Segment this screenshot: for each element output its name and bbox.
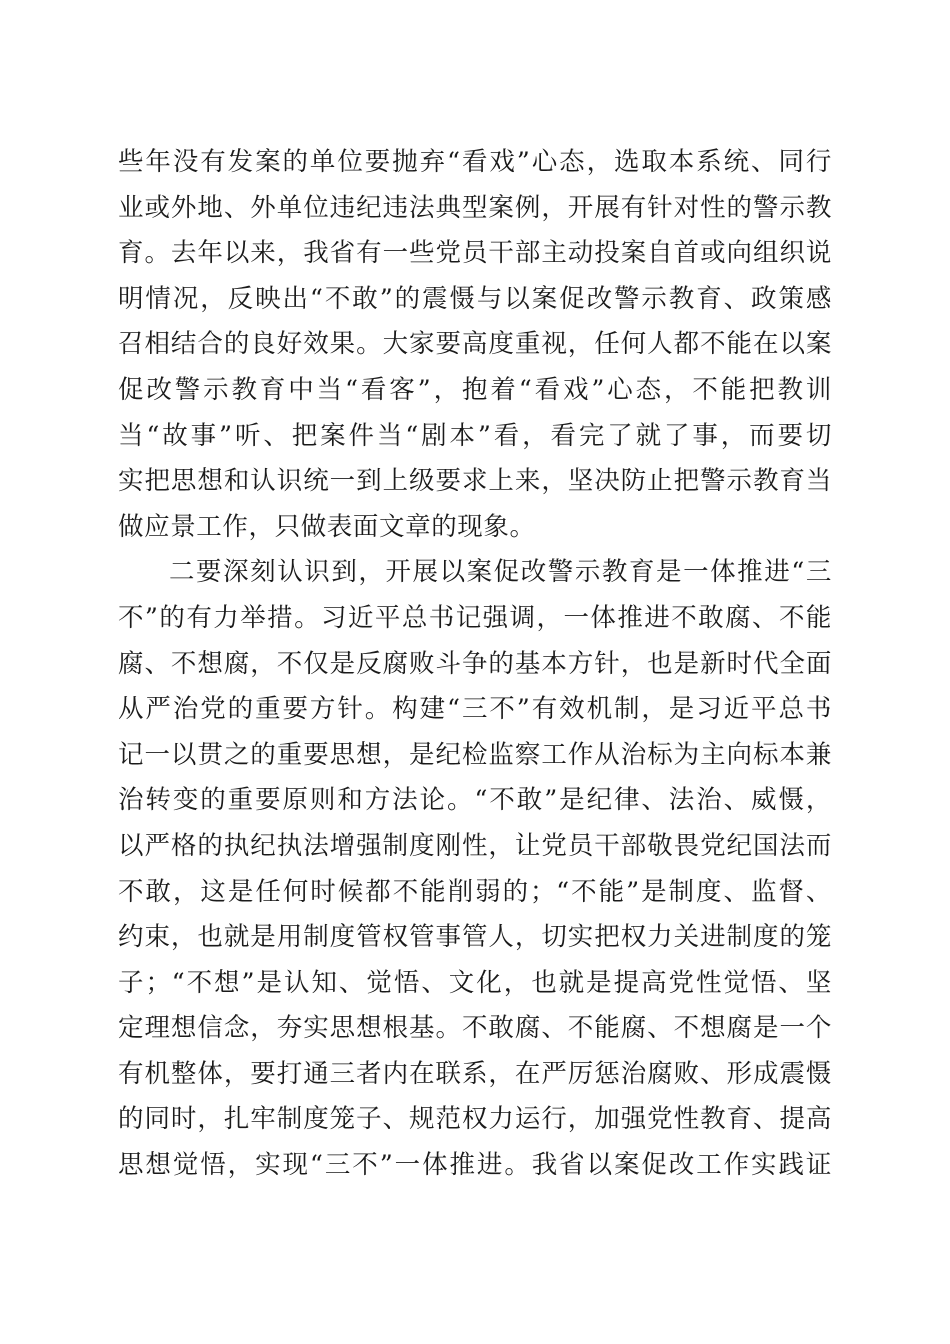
text-line: 促改警示教育中当“看客”，抱着“看戏”心态，不能把教训 — [118, 374, 832, 405]
text-line: 不敢，这是任何时候都不能削弱的；“不能”是制度、监督、 — [118, 876, 832, 907]
text-line: 育。去年以来，我省有一些党员干部主动投案自首或向组织说 — [118, 238, 832, 269]
text-line: 以严格的执纪执法增强制度刚性，让党员干部敬畏党纪国法而 — [118, 830, 832, 861]
text-line: 明情况，反映出“不敢”的震慑与以案促改警示教育、政策感 — [118, 283, 832, 314]
text-line: 的同时，扎牢制度笼子、规范权力运行，加强党性教育、提高 — [118, 1104, 832, 1135]
text-line: 子；“不想”是认知、觉悟、文化，也就是提高党性觉悟、坚 — [118, 967, 832, 998]
paragraph-2 — [118, 550, 832, 1188]
text-line: 业或外地、外单位违纪违法典型案例，开展有针对性的警示教 — [118, 192, 832, 223]
text-line: 约束，也就是用制度管权管事管人，切实把权力关进制度的笼 — [118, 922, 832, 953]
text-line: 实把思想和认识统一到上级要求上来，坚决防止把警示教育当 — [118, 466, 832, 497]
text-line: 当“故事”听、把案件当“剧本”看，看完了就了事，而要切 — [118, 420, 832, 451]
text-line: 记一以贯之的重要思想，是纪检监察工作从治标为主向标本兼 — [118, 739, 832, 770]
text-line: 召相结合的良好效果。大家要高度重视，任何人都不能在以案 — [118, 329, 832, 360]
paragraph-1 — [118, 140, 832, 550]
text-line: 定理想信念，夯实思想根基。不敢腐、不能腐、不想腐是一个 — [118, 1013, 832, 1044]
text-line: 腐、不想腐，不仅是反腐败斗争的基本方针，也是新时代全面 — [118, 648, 832, 679]
text-line: 治转变的重要原则和方法论。“不敢”是纪律、法治、威慑， — [118, 785, 832, 816]
text-line: 不”的有力举措。习近平总书记强调，一体推进不敢腐、不能 — [118, 602, 832, 633]
text-line: 做应景工作，只做表面文章的现象。 — [118, 511, 536, 542]
text-line-indented: 二要深刻认识到，开展以案促改警示教育是一体推进“三 — [169, 557, 832, 588]
text-line: 有机整体，要打通三者内在联系，在严厉惩治腐败、形成震慑 — [118, 1058, 832, 1089]
text-line: 从严治党的重要方针。构建“三不”有效机制，是习近平总书 — [118, 694, 832, 725]
text-line: 思想觉悟，实现“三不”一体推进。我省以案促改工作实践证 — [118, 1150, 832, 1181]
text-line: 些年没有发案的单位要抛弃“看戏”心态，选取本系统、同行 — [118, 147, 832, 177]
document-body — [118, 140, 832, 1189]
